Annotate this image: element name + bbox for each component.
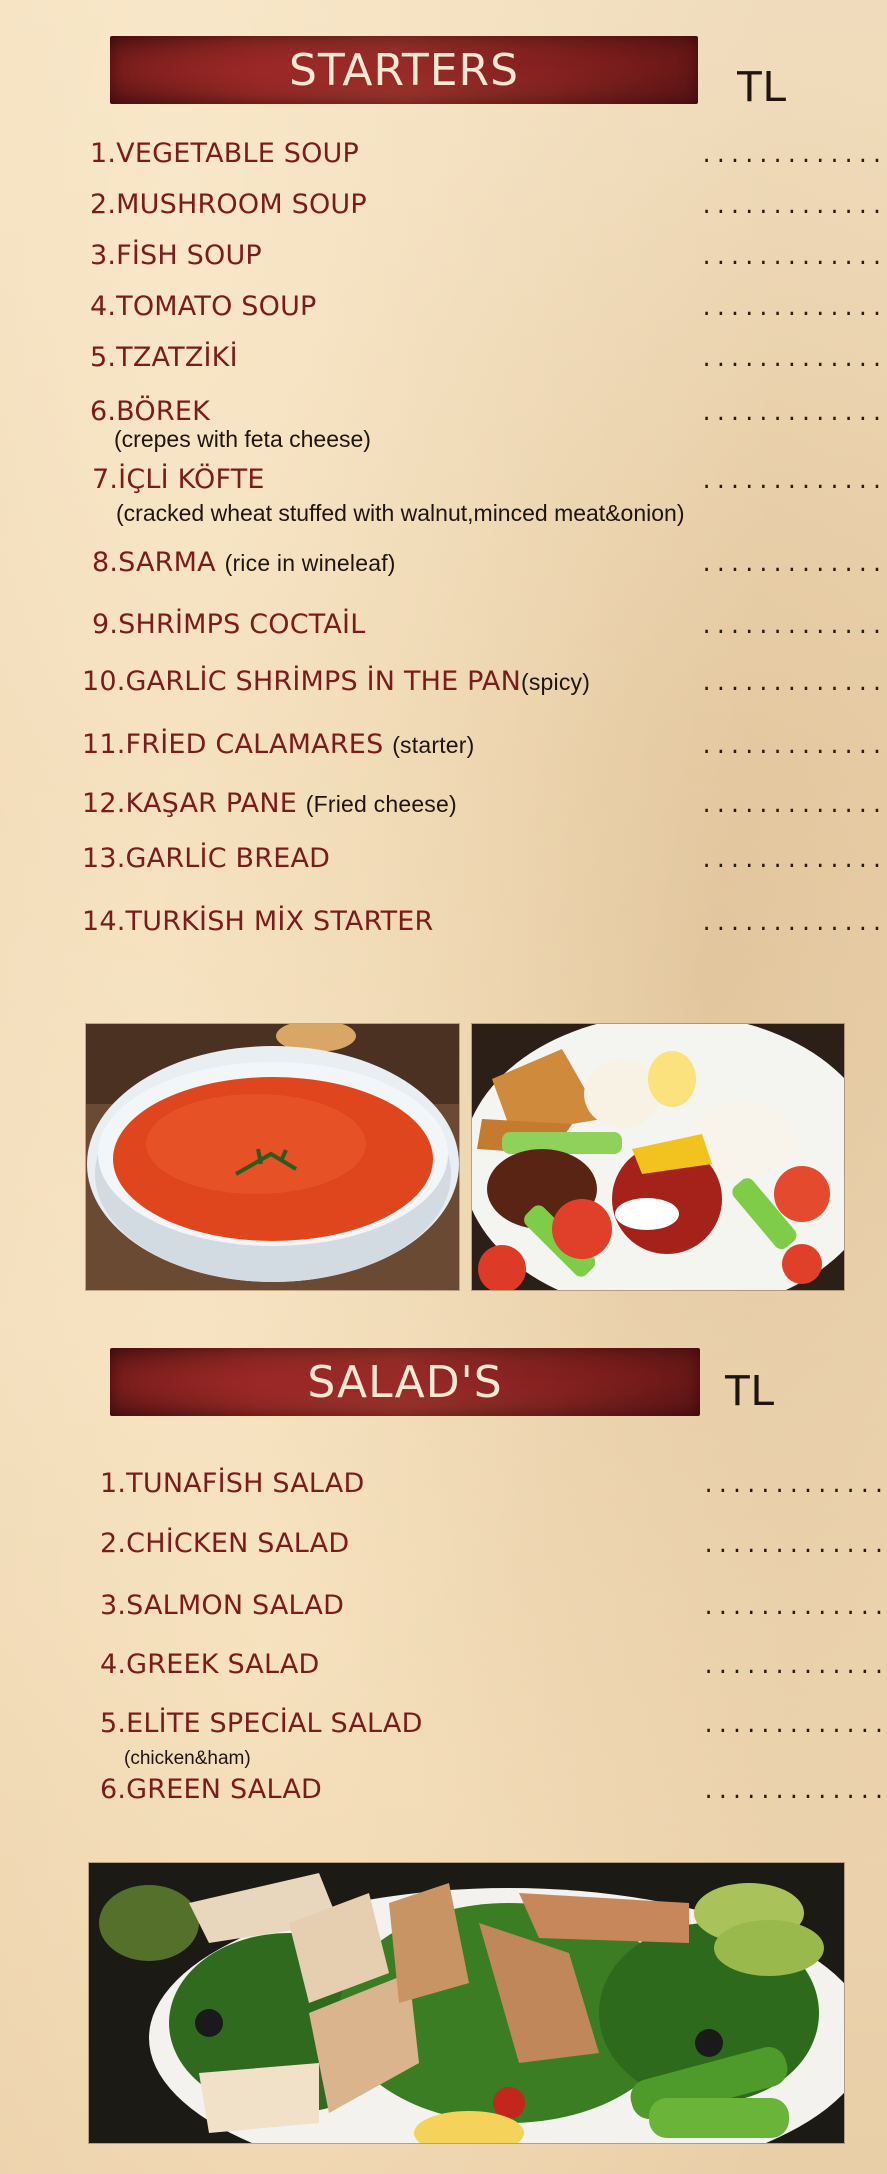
item-price: .............: [702, 1596, 887, 1621]
item-note: (crepes with feta cheese): [114, 426, 371, 452]
mix-starter-photo: [471, 1023, 845, 1291]
salads-currency: TL: [724, 1366, 776, 1415]
item-price: .............: [700, 402, 885, 427]
item-price: .............: [700, 794, 885, 819]
item-price: .............: [700, 553, 885, 578]
item-note: (starter): [392, 732, 475, 758]
item-price: .............: [700, 912, 885, 937]
salads-banner: [110, 1348, 700, 1416]
item-name: 1.VEGETABLE SOUP: [90, 138, 359, 169]
item-price: .............: [702, 1714, 887, 1739]
item-price: .............: [702, 1474, 887, 1499]
chicken-salad-photo: [88, 1862, 845, 2144]
item-note: (cracked wheat stuffed with walnut,minced meat&onion): [116, 500, 685, 526]
item-name: 8.SARMA: [92, 547, 216, 578]
item-note: (spicy): [521, 669, 591, 695]
tomato-soup-photo: [85, 1023, 460, 1291]
item-name: 4.GREEK SALAD: [100, 1649, 320, 1680]
item-name: 5.ELİTE SPECİAL SALAD: [100, 1708, 423, 1739]
starters-currency: TL: [736, 62, 788, 111]
item-name: 3.SALMON SALAD: [100, 1590, 345, 1621]
item-name: 1.TUNAFİSH SALAD: [100, 1468, 365, 1499]
item-name: 6.GREEN SALAD: [100, 1774, 322, 1805]
item-name: 5.TZATZİKİ: [90, 342, 238, 373]
item-name: 12.KAŞAR PANE: [82, 788, 297, 819]
item-price: .............: [700, 672, 885, 697]
item-price: .............: [700, 246, 885, 271]
item-price: .............: [700, 615, 885, 640]
item-price: .............: [700, 297, 885, 322]
item-note: (Fried cheese): [305, 791, 457, 817]
item-price: .............: [700, 144, 885, 169]
salads-title: SALAD'S: [307, 1356, 503, 1408]
item-name: 9.SHRİMPS COCTAİL: [92, 609, 366, 640]
item-price: .............: [700, 195, 885, 220]
item-name: 14.TURKİSH MİX STARTER: [82, 906, 434, 937]
item-price: .............: [700, 849, 885, 874]
item-price: .............: [700, 348, 885, 373]
item-name: 2.MUSHROOM SOUP: [90, 189, 367, 220]
item-name: 11.FRİED CALAMARES: [82, 729, 384, 760]
starters-banner: [110, 36, 698, 104]
item-price: .............: [702, 1780, 887, 1805]
item-note: (chicken&ham): [124, 1748, 251, 1769]
item-name: 4.TOMATO SOUP: [90, 291, 317, 322]
item-name: 6.BÖREK: [90, 396, 210, 427]
item-note: (rice in wineleaf): [224, 550, 396, 576]
item-name: 10.GARLİC SHRİMPS İN THE PAN: [82, 666, 521, 697]
item-name: 2.CHİCKEN SALAD: [100, 1528, 350, 1559]
item-name: 7.İÇLİ KÖFTE: [92, 464, 265, 495]
item-price: .............: [702, 1655, 887, 1680]
starters-title: STARTERS: [288, 44, 520, 96]
item-name: 13.GARLİC BREAD: [82, 843, 331, 874]
item-name: 3.FİSH SOUP: [90, 240, 262, 271]
item-price: .............: [700, 470, 885, 495]
item-price: .............: [702, 1534, 887, 1559]
item-price: .............: [700, 735, 885, 760]
